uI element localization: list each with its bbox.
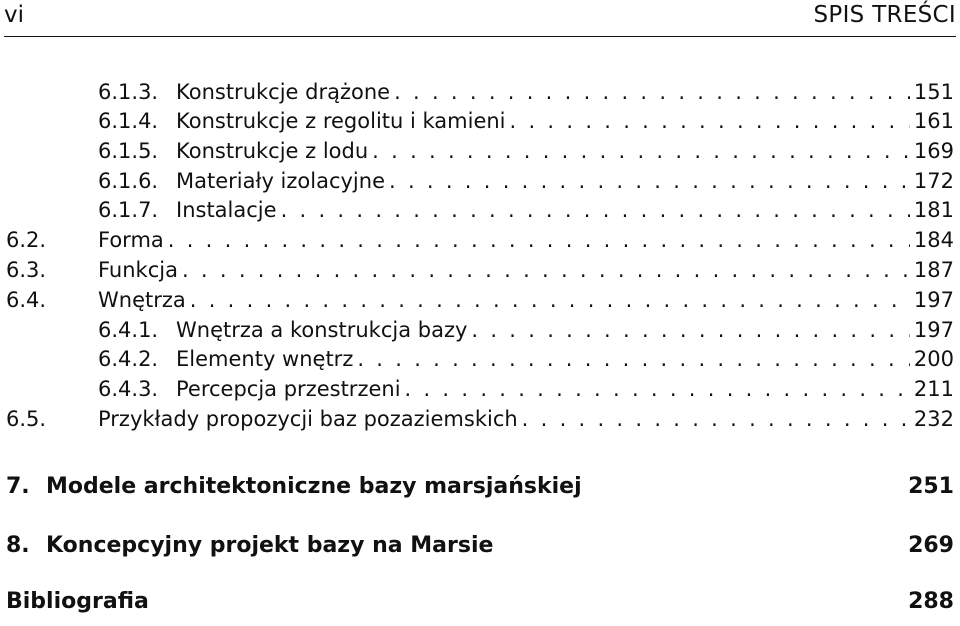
toc-entry-number: 6.3. [6, 258, 47, 282]
toc-entry-number: 6.1.4. [98, 109, 159, 133]
toc-entry-title: Konstrukcje drążone [176, 80, 391, 104]
toc-entry-number: 6.1.7. [98, 198, 159, 222]
toc-chapter-title: Modele architektoniczne bazy marsjańskiej [46, 474, 582, 499]
toc-entry[interactable] [98, 169, 954, 199]
toc-entry-title: Forma [98, 228, 164, 252]
toc-entry-page: 151 [913, 80, 954, 104]
toc-leader-dots [405, 377, 910, 401]
toc-entry-number: 6.1.3. [98, 80, 159, 104]
toc-entry-title: Instalacje [176, 198, 277, 222]
toc-leader-dots [522, 407, 910, 431]
toc-entry-number: 6.4.1. [98, 318, 159, 342]
toc-entry-page: 181 [913, 198, 954, 222]
toc-entry-number: 6.4.3. [98, 377, 159, 401]
toc-entry-number: 6.5. [6, 407, 47, 431]
toc-entry-page: 184 [913, 228, 954, 252]
toc-entry-page: 197 [913, 318, 954, 342]
toc-chapter[interactable] [6, 533, 954, 567]
header-page-number: vi [4, 2, 25, 28]
header-running-title: SPIS TREŚCI [813, 2, 956, 28]
toc-entry-title: Elementy wnętrz [176, 347, 354, 371]
toc-entry-page: 232 [913, 407, 954, 431]
toc-leader-dots [471, 318, 910, 342]
toc-entry-title: Wnętrza [98, 288, 186, 312]
toc-entry[interactable] [98, 80, 954, 110]
toc-chapter-page: 288 [908, 589, 954, 614]
toc-leader-dots [281, 198, 910, 222]
toc-leader-dots [372, 139, 910, 163]
toc-entry[interactable] [98, 347, 954, 377]
toc-entry[interactable] [6, 258, 954, 288]
toc-chapter[interactable] [6, 474, 954, 508]
toc-leader-dots [182, 258, 910, 282]
toc-entry-page: 169 [913, 139, 954, 163]
toc-leader-dots [357, 347, 910, 371]
header-rule [4, 36, 956, 37]
toc-entry-page: 200 [913, 347, 954, 371]
toc-entry[interactable] [6, 288, 954, 318]
toc-entry-number: 6.1.5. [98, 139, 159, 163]
toc-entry-title: Materiały izolacyjne [176, 169, 385, 193]
toc-entry[interactable] [6, 407, 954, 437]
toc-entry-page: 161 [913, 109, 954, 133]
toc-entry-page: 197 [913, 288, 954, 312]
toc-chapter[interactable] [6, 589, 954, 623]
toc-entry-title: Konstrukcje z regolitu i kamieni [176, 109, 506, 133]
toc-entry[interactable] [98, 198, 954, 228]
toc-entry-number: 6.4.2. [98, 347, 159, 371]
toc-leader-dots [394, 80, 910, 104]
toc-entry-number: 6.2. [6, 228, 47, 252]
toc-chapter-page: 251 [908, 474, 954, 499]
toc-leader-dots [510, 109, 910, 133]
toc-entry[interactable] [98, 377, 954, 407]
toc-leader-dots [168, 228, 910, 252]
running-header [0, 0, 960, 34]
toc-chapter-title: Koncepcyjny projekt bazy na Marsie [46, 533, 494, 558]
toc-entry[interactable] [98, 139, 954, 169]
toc-entry-page: 187 [913, 258, 954, 282]
toc-entry-page: 211 [913, 377, 954, 401]
toc-entry[interactable] [98, 109, 954, 139]
toc-chapter-title: Bibliografia [6, 589, 149, 614]
toc-chapter-number: 8. [6, 533, 30, 558]
toc-entry-title: Konstrukcje z lodu [176, 139, 369, 163]
toc-leader-dots [190, 288, 910, 312]
toc-entry-title: Percepcja przestrzeni [176, 377, 401, 401]
toc-entry[interactable] [98, 318, 954, 348]
toc-entry-title: Funkcja [98, 258, 178, 282]
toc-entry[interactable] [6, 228, 954, 258]
toc-entry-page: 172 [913, 169, 954, 193]
toc-chapter-page: 269 [908, 533, 954, 558]
toc-entry-number: 6.4. [6, 288, 47, 312]
toc-chapter-number: 7. [6, 474, 30, 499]
toc-entry-title: Wnętrza a konstrukcja bazy [176, 318, 468, 342]
toc-leader-dots [389, 169, 910, 193]
toc-entry-number: 6.1.6. [98, 169, 159, 193]
toc-entry-title: Przykłady propozycji baz pozaziemskich [98, 407, 518, 431]
